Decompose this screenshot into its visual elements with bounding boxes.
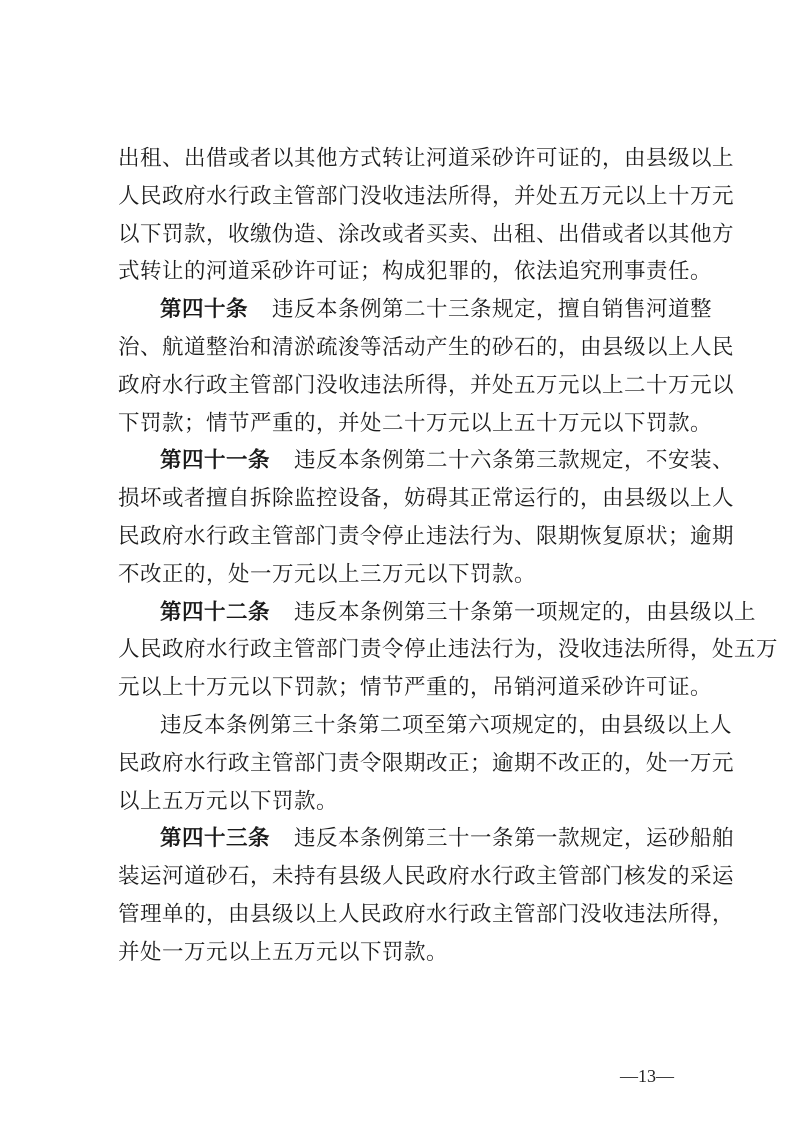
line-text: 违反本条例第二十六条第三款规定，不安装、 <box>294 448 735 474</box>
article-heading-line <box>118 594 757 632</box>
article-number: 第四十一条 <box>160 448 271 474</box>
text-line <box>118 518 735 556</box>
article-heading-line <box>118 820 735 858</box>
line-text: 以上五万元以下罚款。 <box>118 788 339 814</box>
text-line <box>118 669 713 707</box>
line-text: 民政府水行政主管部门责令限期改正；逾期不改正的，处一万元 <box>118 750 735 776</box>
article-number: 第四十条 <box>160 297 249 323</box>
line-text: 并处一万元以上五万元以下罚款。 <box>118 939 449 965</box>
text-line <box>118 556 698 594</box>
line-text: 人民政府水行政主管部门责令停止违法行为，没收违法所得，处五万 <box>118 637 779 663</box>
line-text: 违反本条例第三十条第一项规定的，由县级以上 <box>294 599 757 625</box>
line-text: 违反本条例第二十三条规定，擅自销售河道整 <box>272 297 713 323</box>
line-text: 民政府水行政主管部门责令停止违法行为、限期恢复原状；逾期 <box>118 523 735 549</box>
text-line <box>118 329 735 367</box>
text-line <box>118 140 735 178</box>
text-line <box>118 216 735 254</box>
text-line <box>118 178 735 216</box>
text-line <box>118 631 779 669</box>
line-text: 违反本条例第三十一条第一款规定，运砂船舶 <box>294 826 735 852</box>
article-heading-line <box>118 442 735 480</box>
text-line <box>118 896 735 934</box>
text-line <box>118 480 735 518</box>
line-text: 政府水行政主管部门没收违法所得，并处五万元以上二十万元以 <box>118 372 735 398</box>
text-line <box>118 783 698 821</box>
text-line <box>118 745 735 783</box>
line-text: 损坏或者擅自拆除监控设备，妨碍其正常运行的，由县级以上人 <box>118 486 735 512</box>
line-text: 式转让的河道采砂许可证；构成犯罪的，依法追究刑事责任。 <box>118 259 713 285</box>
line-text: 以下罚款，收缴伪造、涂改或者买卖、出租、出借或者以其他方 <box>118 221 735 247</box>
line-text: 下罚款；情节严重的，并处二十万元以上五十万元以下罚款。 <box>118 410 713 436</box>
line-text: 治、航道整治和清淤疏浚等活动产生的砂石的，由县级以上人民 <box>118 334 735 360</box>
line-text: 元以上十万元以下罚款；情节严重的，吊销河道采砂许可证。 <box>118 675 713 701</box>
line-text: 人民政府水行政主管部门没收违法所得，并处五万元以上十万元 <box>118 183 735 209</box>
line-text: 违反本条例第三十条第二项至第六项规定的，由县级以上人 <box>160 712 733 738</box>
text-line <box>118 858 735 896</box>
line-text: 不改正的，处一万元以上三万元以下罚款。 <box>118 561 537 587</box>
text-line <box>118 405 713 443</box>
page-number: —13— <box>620 1066 674 1086</box>
article-number: 第四十二条 <box>160 599 271 625</box>
text-line <box>118 253 713 291</box>
line-text: 管理单的，由县级以上人民政府水行政主管部门没收违法所得， <box>118 901 735 927</box>
line-text: 出租、出借或者以其他方式转让河道采砂许可证的，由县级以上 <box>118 146 735 171</box>
text-line <box>118 367 735 405</box>
article-heading-line <box>118 291 713 329</box>
text-line <box>118 934 698 972</box>
text-line <box>118 707 733 745</box>
line-text: 装运河道砂石，未持有县级人民政府水行政主管部门核发的采运 <box>118 864 735 890</box>
document-body <box>118 140 779 972</box>
article-number: 第四十三条 <box>160 826 271 852</box>
